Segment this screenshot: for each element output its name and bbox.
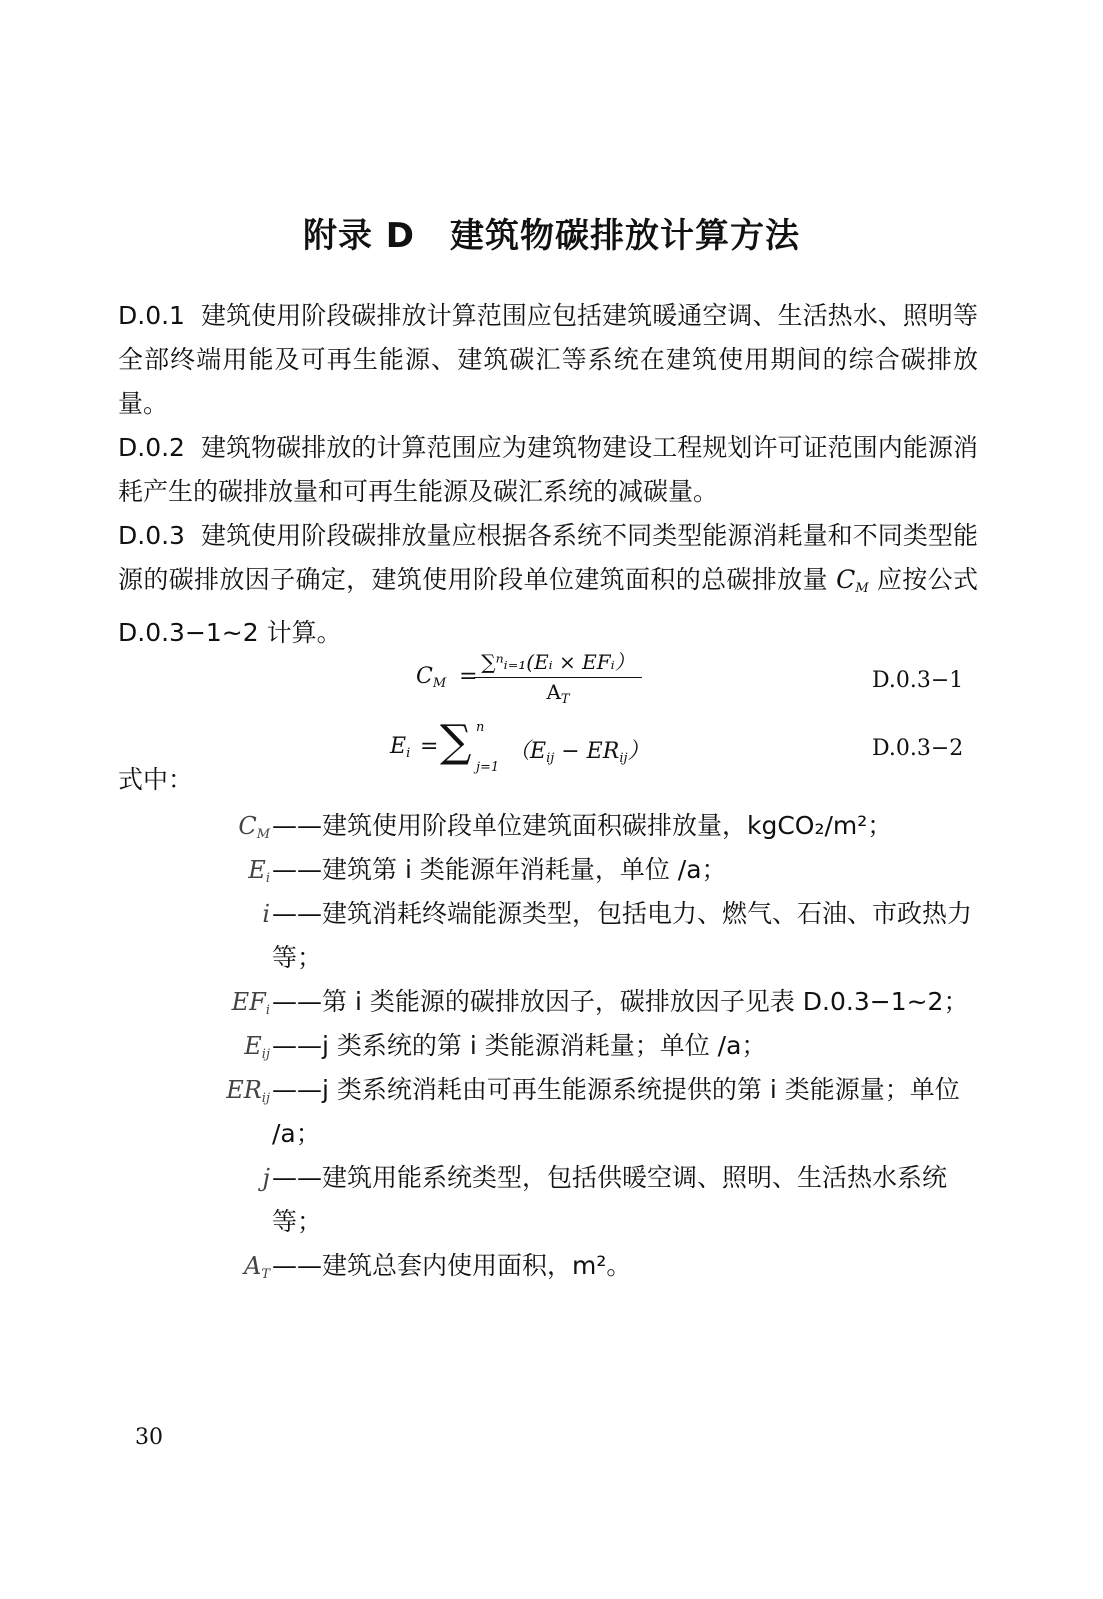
clause-text: 建筑物碳排放的计算范围应为建筑物建设工程规划许可证范围内能源消耗产生的碳排放量和可再生能源及碳汇系统的减碳量。 — [118, 433, 978, 506]
clause-number: D.0.3 — [118, 521, 185, 550]
formula1-label: D.0.3−1 — [872, 668, 964, 693]
symbol-cm: $C_M$ — [836, 565, 869, 596]
where-label: 式中： — [118, 765, 194, 794]
definition-cm: $C_M$ ——建筑使用阶段单位建筑面积碳排放量，kgCO₂/m²； — [238, 811, 893, 842]
page-title: 附录 D 建筑物碳排放计算方法 — [302, 216, 801, 256]
definition-erij: $ER_{ij}$ ——j 类系统消耗由可再生能源系统提供的第 i 类能源量；单位 /a； — [226, 1075, 960, 1148]
fraction-bar — [474, 677, 642, 678]
formula1-denominator: $A_T$ — [546, 680, 570, 707]
clause-number: D.0.1 — [118, 301, 185, 330]
clause-d02 — [118, 426, 978, 514]
formula1-fraction — [474, 646, 642, 707]
clause-d01 — [118, 294, 978, 426]
clause-text-tail: 应按公式 D.0.3−1~2 计算。 — [118, 565, 978, 647]
page-number: 30 — [135, 1425, 163, 1450]
sum-sign: ∑ — [440, 716, 472, 767]
formula1-lhs: $C_M$ = — [416, 664, 478, 691]
definition-j: j ——建筑用能系统类型，包括供暖空调、照明、生活热水系统等； — [262, 1163, 948, 1236]
clause-number: D.0.2 — [118, 433, 185, 462]
clause-text: 建筑使用阶段碳排放计算范围应包括建筑暖通空调、生活热水、照明等全部终端用能及可再生能源、建筑碳汇等系统在建筑使用期间的综合碳排放量。 — [118, 301, 978, 418]
definition-ei: $E_i$ ——建筑第 i 类能源年消耗量，单位 /a； — [248, 855, 727, 886]
definition-efi: $EF_i$ ——第 i 类能源的碳排放因子，碳排放因子见表 D.0.3−1~2； — [231, 987, 969, 1018]
clause-text: 建筑使用阶段碳排放量应根据各系统不同类型能源消耗量和不同类型能源的碳排放因子确定，建筑使用阶段单位建筑面积的总碳排放量 — [118, 521, 978, 594]
formula1-numerator: ∑ⁿᵢ₌₁(Eᵢ × EFᵢ） — [481, 650, 635, 674]
formula2-label: D.0.3−2 — [872, 736, 964, 761]
clause-d03 — [118, 514, 978, 655]
definition-i: i ——建筑消耗终端能源类型，包括电力、燃气、石油、市政热力等； — [262, 899, 973, 972]
definition-eij: $E_{ij}$ ——j 类系统的第 i 类能源消耗量；单位 /a； — [244, 1031, 767, 1062]
formula2: $E_i$ = ∑ n j=1 $(E_{ij} - ER_{ij})$ — [390, 716, 650, 775]
definition-at: $A_T$ ——建筑总套内使用面积，m²。 — [243, 1251, 632, 1282]
